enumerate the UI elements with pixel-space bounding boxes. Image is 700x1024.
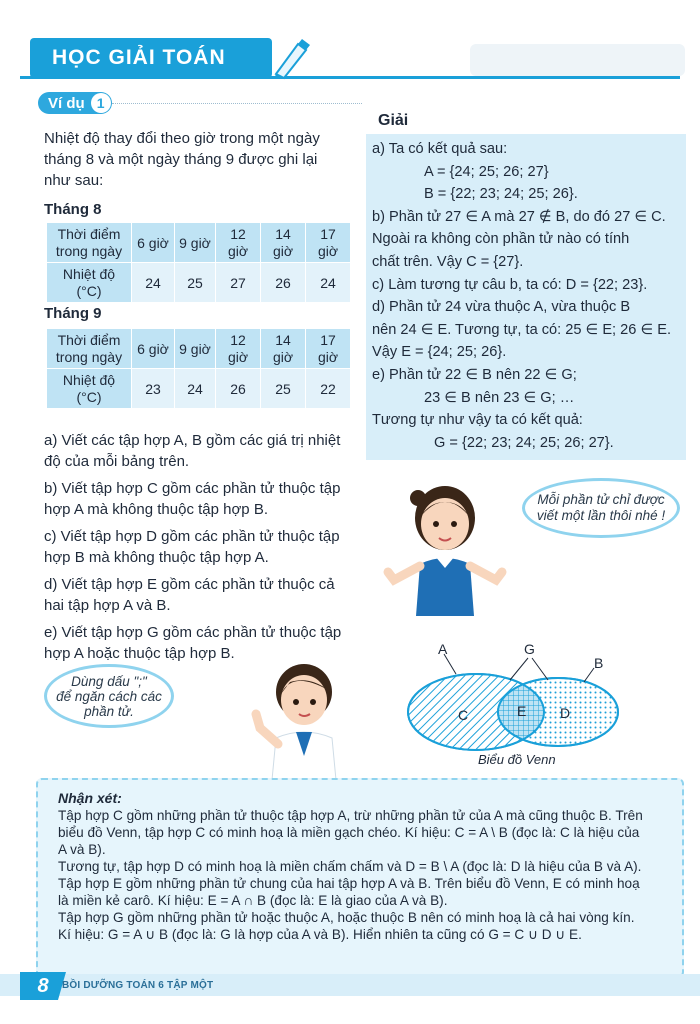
table-cell (306, 223, 351, 263)
remark-line: Tập hợp C gồm những phần tử thuộc tập hợp A, trừ những phần tử của A mà cũng thuộc B. Trên (58, 808, 643, 823)
remark-line: Tập hợp G gồm những phần tử hoặc thuộc A, hoặc thuộc B nên có minh hoạ là cả hai vòng kín. (58, 910, 635, 925)
callout-line: Mỗi phần tử chỉ được (537, 492, 665, 507)
cell-text: giờ (317, 348, 339, 365)
callout-line: viết một lần thôi nhé ! (536, 508, 666, 523)
girl-speech-bubble (522, 478, 680, 538)
cell-text: 17 (320, 331, 336, 348)
question-line: hợp A hoặc thuộc tập hợp B. (44, 645, 235, 662)
table-cell (216, 223, 261, 263)
page-number: 8 (37, 974, 49, 997)
table-cell (216, 329, 261, 369)
callout-line: để ngăn cách các (56, 688, 162, 704)
solution-line: c) Làm tương tự câu b, ta có: D = {22; 23}. (372, 276, 648, 293)
cell-text: Nhiệt độ (62, 265, 116, 282)
solution-line: Ngoài ra không còn phần tử nào có tính (372, 231, 630, 248)
pen-icon (268, 38, 314, 80)
table-cell: 25 (261, 369, 306, 409)
venn-label-b: B (594, 655, 604, 671)
question-list (44, 430, 364, 664)
venn-label-d: D (560, 705, 571, 721)
cell-text: 14 (275, 225, 291, 242)
row-label-temperature (47, 369, 132, 409)
solution-line: a) Ta có kết quả sau: (372, 141, 508, 157)
cell-text: 14 (275, 331, 291, 348)
solution-line: A = {24; 25; 26; 27} (424, 163, 549, 180)
question-item (44, 574, 364, 616)
remark-line: biểu đồ Venn, tập hợp C có minh hoạ là miền gạch chéo. Kí hiệu: C = A \ B (đọc là: C là hiệu của (58, 825, 640, 840)
cell-text: 12 (230, 331, 246, 348)
remark-line: Tương tự, tập hợp D có minh hoạ là miền chấm chấm và D = B \ A (đọc là: D là hiệu của B và A). (58, 859, 642, 874)
example-tag (38, 92, 112, 114)
example-tag-label: Ví dụ (48, 94, 85, 112)
solution-line: e) Phần tử 22 ∈ B nên 22 ∈ G; (372, 366, 577, 383)
table-cell: 26 (216, 369, 261, 409)
solution-title: Giải (378, 112, 409, 129)
venn-diagram (398, 640, 630, 768)
example-number: 1 (91, 93, 111, 113)
table-cell: 25 (175, 263, 216, 303)
question-line: a) Viết các tập hợp A, B gồm các giá trị nhiệt (44, 432, 341, 449)
venn-label-c: C (458, 707, 469, 723)
callout-line: Dùng dấu ";" (71, 673, 147, 689)
question-line: hai tập hợp A và B. (44, 597, 171, 614)
solution-line: Vậy E = {24; 25; 26}. (372, 344, 507, 361)
section-title-banner (30, 38, 272, 78)
table-cell: 22 (306, 369, 351, 409)
row-label-temperature (47, 263, 132, 303)
cell-text: 17 (320, 225, 336, 242)
table-cell (306, 329, 351, 369)
solution-text (372, 138, 684, 454)
question-line: hợp A mà không thuộc tập hợp B. (44, 501, 268, 518)
remark-line: Kí hiệu: G = A ∪ B (đọc là: G là hợp của A và B). Hiển nhiên ta cũng có G = C ∪ D ∪ E. (58, 927, 582, 942)
solution-line: 23 ∈ B nên 23 ∈ G; … (424, 389, 575, 406)
table-cell: 24 (306, 263, 351, 303)
solution-line: B = {22; 23; 24; 25; 26}. (424, 186, 578, 203)
boy-speech-bubble (44, 664, 174, 728)
table-cell: 26 (261, 263, 306, 303)
intro-line: Nhiệt độ thay đổi theo giờ trong một ngày (44, 130, 320, 147)
solution-line: nên 24 ∈ E. Tương tự, ta có: 25 ∈ E; 26 ∈ E. (372, 321, 672, 338)
question-line: độ của mỗi bảng trên. (44, 453, 190, 470)
cell-text: trong ngày (55, 348, 123, 365)
cell-text: Thời điểm (57, 331, 121, 348)
table-cell: 6 giờ (132, 329, 175, 369)
venn-label-g: G (524, 641, 535, 657)
remark-line: Tập hợp E gồm những phần tử chung của hai tập hợp A và B. Trên biểu đồ Venn, E có minh hoạ (58, 876, 640, 891)
table-cell: 23 (132, 369, 175, 409)
intro-line: như sau: (44, 172, 104, 189)
question-line: c) Viết tập hợp D gồm các phần tử thuộc tập (44, 528, 340, 545)
girl-illustration (380, 476, 510, 616)
solution-line: d) Phần tử 24 vừa thuộc A, vừa thuộc B (372, 299, 631, 316)
venn-label-e: E (517, 703, 527, 719)
solution-line: chất trên. Vậy C = {27}. (372, 253, 524, 270)
question-line: b) Viết tập hợp C gồm các phần tử thuộc tập (44, 480, 341, 497)
section-title: HỌC GIẢI TOÁN (52, 46, 226, 69)
cell-text: giờ (227, 348, 249, 365)
table-cell: 24 (175, 369, 216, 409)
table-cell (261, 329, 306, 369)
cell-text: giờ (317, 242, 339, 259)
table-cell: 9 giờ (175, 223, 216, 263)
table-title-august: Tháng 8 (44, 201, 102, 218)
book-title: BỒI DƯỠNG TOÁN 6 TẬP MỘT (62, 980, 214, 991)
remark-line: là miền kẻ carô. Kí hiệu: E = A ∩ B (đọc là: E là giao của A và B). (58, 893, 448, 908)
cell-text: giờ (272, 242, 294, 259)
intro-line: tháng 8 và một ngày tháng 9 được ghi lại (44, 151, 318, 168)
solution-line: b) Phần tử 27 ∈ A mà 27 ∉ B, do đó 27 ∈ C. (372, 208, 666, 225)
cell-text: trong ngày (55, 242, 123, 259)
table-cell (261, 223, 306, 263)
question-line: d) Viết tập hợp E gồm các phần tử thuộc cả (44, 576, 335, 593)
cell-text: Thời điểm (57, 225, 121, 242)
question-line: e) Viết tập hợp G gồm các phần tử thuộc tập (44, 624, 342, 641)
question-item (44, 526, 364, 568)
cell-text: giờ (272, 348, 294, 365)
remark-line: A và B). (58, 842, 106, 857)
table-cell: 24 (132, 263, 175, 303)
solution-line: Tương tự như vậy ta có kết quả: (372, 412, 583, 429)
cell-text: (°C) (76, 282, 102, 299)
faded-header-background (470, 44, 685, 76)
row-label-time (47, 223, 132, 263)
venn-label-a: A (438, 641, 448, 657)
venn-caption: Biểu đồ Venn (478, 752, 556, 767)
boy-illustration (240, 652, 360, 780)
table-cell: 27 (216, 263, 261, 303)
remark-title: Nhận xét: (58, 790, 122, 806)
example-intro (44, 128, 359, 191)
question-line: hợp B mà không thuộc tập hợp A. (44, 549, 269, 566)
row-label-time (47, 329, 132, 369)
temperature-table-september (46, 328, 351, 409)
cell-text: (°C) (76, 388, 102, 405)
solution-line: G = {22; 23; 24; 25; 26; 27}. (434, 434, 614, 451)
cell-text: 12 (230, 225, 246, 242)
table-title-september: Tháng 9 (44, 305, 102, 322)
cell-text: Nhiệt độ (62, 371, 116, 388)
question-item (44, 430, 364, 472)
example-divider (112, 103, 362, 105)
question-item (44, 478, 364, 520)
remark-content (58, 790, 680, 943)
callout-line: phần tử. (84, 703, 134, 719)
table-cell: 9 giờ (175, 329, 216, 369)
temperature-table-august (46, 222, 351, 303)
cell-text: giờ (227, 242, 249, 259)
table-cell: 6 giờ (132, 223, 175, 263)
